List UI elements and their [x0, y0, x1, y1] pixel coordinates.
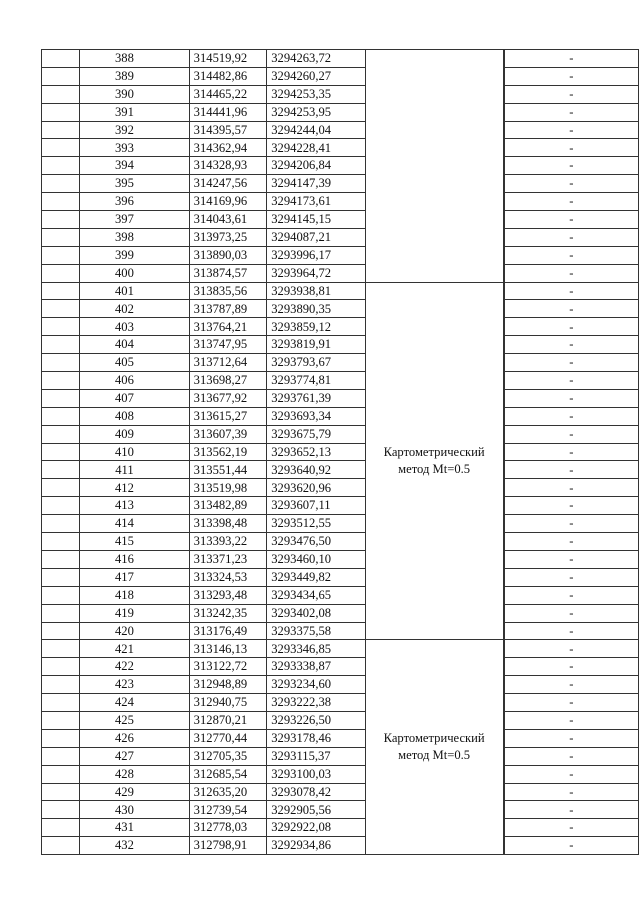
table-row	[42, 228, 639, 246]
table-row	[42, 765, 639, 783]
blank-cell	[42, 783, 80, 801]
accuracy-cell: -	[504, 336, 638, 354]
x-coordinate-cell: 313551,44	[189, 461, 267, 479]
y-coordinate-cell: 3293964,72	[267, 264, 365, 282]
y-coordinate-cell: 3293226,50	[267, 711, 365, 729]
y-coordinate-cell: 3294244,04	[267, 121, 365, 139]
y-coordinate-cell: 3294147,39	[267, 175, 365, 193]
point-number-cell: 418	[80, 586, 189, 604]
x-coordinate-cell: 312739,54	[189, 801, 267, 819]
table-row	[42, 246, 639, 264]
table-row	[42, 282, 639, 300]
point-number-cell: 395	[80, 175, 189, 193]
accuracy-cell: -	[504, 121, 638, 139]
y-coordinate-cell: 3293693,34	[267, 407, 365, 425]
blank-cell	[42, 533, 80, 551]
point-number-cell: 416	[80, 550, 189, 568]
blank-cell	[42, 354, 80, 372]
x-coordinate-cell: 314395,57	[189, 121, 267, 139]
blank-cell	[42, 121, 80, 139]
point-number-cell: 412	[80, 479, 189, 497]
table-row	[42, 676, 639, 694]
y-coordinate-cell: 3293078,42	[267, 783, 365, 801]
point-number-cell: 403	[80, 318, 189, 336]
x-coordinate-cell: 313398,48	[189, 515, 267, 533]
accuracy-cell: -	[504, 622, 638, 640]
table-row	[42, 300, 639, 318]
x-coordinate-cell: 312770,44	[189, 729, 267, 747]
accuracy-cell: -	[504, 300, 638, 318]
table-row	[42, 443, 639, 461]
accuracy-cell: -	[504, 533, 638, 551]
point-number-cell: 425	[80, 711, 189, 729]
table-row	[42, 407, 639, 425]
accuracy-cell: -	[504, 157, 638, 175]
point-number-cell: 429	[80, 783, 189, 801]
y-coordinate-cell: 3294173,61	[267, 193, 365, 211]
point-number-cell: 428	[80, 765, 189, 783]
accuracy-cell: -	[504, 139, 638, 157]
accuracy-cell: -	[504, 604, 638, 622]
accuracy-cell: -	[504, 729, 638, 747]
method-cell	[365, 282, 503, 640]
y-coordinate-cell: 3292922,08	[267, 819, 365, 837]
table-row	[42, 622, 639, 640]
point-number-cell: 423	[80, 676, 189, 694]
table-row	[42, 729, 639, 747]
accuracy-cell: -	[504, 783, 638, 801]
accuracy-cell: -	[504, 568, 638, 586]
x-coordinate-cell: 313698,27	[189, 372, 267, 390]
table-row	[42, 640, 639, 658]
accuracy-cell: -	[504, 765, 638, 783]
y-coordinate-cell: 3293178,46	[267, 729, 365, 747]
blank-cell	[42, 282, 80, 300]
x-coordinate-cell: 313482,89	[189, 497, 267, 515]
point-number-cell: 396	[80, 193, 189, 211]
x-coordinate-cell: 313764,21	[189, 318, 267, 336]
point-number-cell: 399	[80, 246, 189, 264]
accuracy-cell: -	[504, 175, 638, 193]
point-number-cell: 414	[80, 515, 189, 533]
table-row	[42, 586, 639, 604]
y-coordinate-cell: 3294253,35	[267, 85, 365, 103]
table-row	[42, 211, 639, 229]
table-row	[42, 354, 639, 372]
accuracy-cell: -	[504, 676, 638, 694]
blank-cell	[42, 479, 80, 497]
x-coordinate-cell: 314247,56	[189, 175, 267, 193]
table-row	[42, 837, 639, 855]
blank-cell	[42, 372, 80, 390]
table-row	[42, 336, 639, 354]
x-coordinate-cell: 313519,98	[189, 479, 267, 497]
x-coordinate-cell: 314482,86	[189, 67, 267, 85]
table-row	[42, 425, 639, 443]
point-number-cell: 388	[80, 50, 189, 68]
table-row	[42, 533, 639, 551]
y-coordinate-cell: 3293652,13	[267, 443, 365, 461]
method-label-line1: Картометрический	[383, 444, 485, 459]
table-row	[42, 497, 639, 515]
blank-cell	[42, 765, 80, 783]
accuracy-cell: -	[504, 103, 638, 121]
accuracy-cell: -	[504, 711, 638, 729]
blank-cell	[42, 676, 80, 694]
blank-cell	[42, 246, 80, 264]
x-coordinate-cell: 312705,35	[189, 747, 267, 765]
x-coordinate-cell: 313176,49	[189, 622, 267, 640]
y-coordinate-cell: 3293346,85	[267, 640, 365, 658]
table-row	[42, 711, 639, 729]
blank-cell	[42, 85, 80, 103]
blank-cell	[42, 586, 80, 604]
x-coordinate-cell: 312948,89	[189, 676, 267, 694]
table-row	[42, 121, 639, 139]
blank-cell	[42, 443, 80, 461]
accuracy-cell: -	[504, 246, 638, 264]
accuracy-cell: -	[504, 479, 638, 497]
y-coordinate-cell: 3294228,41	[267, 139, 365, 157]
y-coordinate-cell: 3293222,38	[267, 694, 365, 712]
y-coordinate-cell: 3293449,82	[267, 568, 365, 586]
blank-cell	[42, 622, 80, 640]
blank-cell	[42, 318, 80, 336]
table-row	[42, 50, 639, 68]
y-coordinate-cell: 3293996,17	[267, 246, 365, 264]
blank-cell	[42, 461, 80, 479]
y-coordinate-cell: 3293338,87	[267, 658, 365, 676]
blank-cell	[42, 193, 80, 211]
x-coordinate-cell: 313712,64	[189, 354, 267, 372]
x-coordinate-cell: 313122,72	[189, 658, 267, 676]
y-coordinate-cell: 3293819,91	[267, 336, 365, 354]
y-coordinate-cell: 3294087,21	[267, 228, 365, 246]
point-number-cell: 415	[80, 533, 189, 551]
y-coordinate-cell: 3293115,37	[267, 747, 365, 765]
blank-cell	[42, 50, 80, 68]
y-coordinate-cell: 3293476,50	[267, 533, 365, 551]
blank-cell	[42, 640, 80, 658]
x-coordinate-cell: 313787,89	[189, 300, 267, 318]
y-coordinate-cell: 3293402,08	[267, 604, 365, 622]
x-coordinate-cell: 313562,19	[189, 443, 267, 461]
point-number-cell: 400	[80, 264, 189, 282]
accuracy-cell: -	[504, 640, 638, 658]
x-coordinate-cell: 313293,48	[189, 586, 267, 604]
table-row	[42, 658, 639, 676]
blank-cell	[42, 837, 80, 855]
x-coordinate-cell: 313324,53	[189, 568, 267, 586]
blank-cell	[42, 175, 80, 193]
point-number-cell: 407	[80, 389, 189, 407]
accuracy-cell: -	[504, 354, 638, 372]
y-coordinate-cell: 3292934,86	[267, 837, 365, 855]
blank-cell	[42, 425, 80, 443]
y-coordinate-cell: 3294206,84	[267, 157, 365, 175]
blank-cell	[42, 336, 80, 354]
blank-cell	[42, 407, 80, 425]
point-number-cell: 390	[80, 85, 189, 103]
blank-cell	[42, 389, 80, 407]
point-number-cell: 424	[80, 694, 189, 712]
x-coordinate-cell: 313747,95	[189, 336, 267, 354]
blank-cell	[42, 139, 80, 157]
table-row	[42, 479, 639, 497]
y-coordinate-cell: 3293761,39	[267, 389, 365, 407]
x-coordinate-cell: 314328,93	[189, 157, 267, 175]
blank-cell	[42, 67, 80, 85]
accuracy-cell: -	[504, 658, 638, 676]
point-number-cell: 427	[80, 747, 189, 765]
method-label-line1: Картометрический	[383, 731, 485, 746]
table-row	[42, 85, 639, 103]
x-coordinate-cell: 312778,03	[189, 819, 267, 837]
x-coordinate-cell: 312870,21	[189, 711, 267, 729]
table-row	[42, 801, 639, 819]
method-cell	[365, 640, 503, 855]
blank-cell	[42, 264, 80, 282]
table-row	[42, 67, 639, 85]
accuracy-cell: -	[504, 407, 638, 425]
table-row	[42, 372, 639, 390]
y-coordinate-cell: 3293640,92	[267, 461, 365, 479]
y-coordinate-cell: 3293859,12	[267, 318, 365, 336]
x-coordinate-cell: 314441,96	[189, 103, 267, 121]
table-row	[42, 157, 639, 175]
x-coordinate-cell: 314519,92	[189, 50, 267, 68]
accuracy-cell: -	[504, 425, 638, 443]
accuracy-cell: -	[504, 211, 638, 229]
table-row	[42, 389, 639, 407]
table-row	[42, 515, 639, 533]
table-row	[42, 604, 639, 622]
x-coordinate-cell: 312685,54	[189, 765, 267, 783]
blank-cell	[42, 497, 80, 515]
method-label-line2: метод Mt=0.5	[398, 461, 471, 476]
blank-cell	[42, 747, 80, 765]
x-coordinate-cell: 312798,91	[189, 837, 267, 855]
accuracy-cell: -	[504, 819, 638, 837]
method-cell	[365, 50, 503, 283]
point-number-cell: 391	[80, 103, 189, 121]
point-number-cell: 402	[80, 300, 189, 318]
y-coordinate-cell: 3294145,15	[267, 211, 365, 229]
blank-cell	[42, 300, 80, 318]
method-label-line2: метод Mt=0.5	[398, 748, 471, 763]
x-coordinate-cell: 313371,23	[189, 550, 267, 568]
blank-cell	[42, 604, 80, 622]
table-row	[42, 694, 639, 712]
table-row	[42, 139, 639, 157]
point-number-cell: 397	[80, 211, 189, 229]
point-number-cell: 409	[80, 425, 189, 443]
point-number-cell: 406	[80, 372, 189, 390]
blank-cell	[42, 228, 80, 246]
accuracy-cell: -	[504, 443, 638, 461]
accuracy-cell: -	[504, 550, 638, 568]
point-number-cell: 422	[80, 658, 189, 676]
accuracy-cell: -	[504, 586, 638, 604]
y-coordinate-cell: 3293675,79	[267, 425, 365, 443]
x-coordinate-cell: 314465,22	[189, 85, 267, 103]
accuracy-cell: -	[504, 372, 638, 390]
blank-cell	[42, 211, 80, 229]
point-number-cell: 430	[80, 801, 189, 819]
blank-cell	[42, 711, 80, 729]
y-coordinate-cell: 3294253,95	[267, 103, 365, 121]
x-coordinate-cell: 314362,94	[189, 139, 267, 157]
accuracy-cell: -	[504, 228, 638, 246]
point-number-cell: 417	[80, 568, 189, 586]
point-number-cell: 392	[80, 121, 189, 139]
accuracy-cell: -	[504, 461, 638, 479]
point-number-cell: 398	[80, 228, 189, 246]
accuracy-cell: -	[504, 50, 638, 68]
x-coordinate-cell: 313874,57	[189, 264, 267, 282]
point-number-cell: 419	[80, 604, 189, 622]
blank-cell	[42, 819, 80, 837]
y-coordinate-cell: 3294260,27	[267, 67, 365, 85]
accuracy-cell: -	[504, 85, 638, 103]
blank-cell	[42, 550, 80, 568]
table-row	[42, 819, 639, 837]
table-body	[42, 50, 639, 855]
table-row	[42, 103, 639, 121]
accuracy-cell: -	[504, 515, 638, 533]
blank-cell	[42, 694, 80, 712]
x-coordinate-cell: 313890,03	[189, 246, 267, 264]
accuracy-cell: -	[504, 193, 638, 211]
y-coordinate-cell: 3293434,65	[267, 586, 365, 604]
blank-cell	[42, 729, 80, 747]
x-coordinate-cell: 313615,27	[189, 407, 267, 425]
y-coordinate-cell: 3293460,10	[267, 550, 365, 568]
table-row	[42, 461, 639, 479]
accuracy-cell: -	[504, 801, 638, 819]
x-coordinate-cell: 313146,13	[189, 640, 267, 658]
y-coordinate-cell: 3293607,11	[267, 497, 365, 515]
y-coordinate-cell: 3293100,03	[267, 765, 365, 783]
x-coordinate-cell: 314043,61	[189, 211, 267, 229]
y-coordinate-cell: 3293890,35	[267, 300, 365, 318]
y-coordinate-cell: 3293375,58	[267, 622, 365, 640]
accuracy-cell: -	[504, 389, 638, 407]
x-coordinate-cell: 313242,35	[189, 604, 267, 622]
x-coordinate-cell: 314169,96	[189, 193, 267, 211]
y-coordinate-cell: 3293938,81	[267, 282, 365, 300]
accuracy-cell: -	[504, 318, 638, 336]
blank-cell	[42, 568, 80, 586]
point-number-cell: 393	[80, 139, 189, 157]
blank-cell	[42, 103, 80, 121]
point-number-cell: 432	[80, 837, 189, 855]
table-row	[42, 193, 639, 211]
point-number-cell: 420	[80, 622, 189, 640]
accuracy-cell: -	[504, 497, 638, 515]
point-number-cell: 405	[80, 354, 189, 372]
point-number-cell: 394	[80, 157, 189, 175]
x-coordinate-cell: 313677,92	[189, 389, 267, 407]
table-row	[42, 318, 639, 336]
accuracy-cell: -	[504, 282, 638, 300]
x-coordinate-cell: 313607,39	[189, 425, 267, 443]
blank-cell	[42, 658, 80, 676]
point-number-cell: 411	[80, 461, 189, 479]
x-coordinate-cell: 313973,25	[189, 228, 267, 246]
point-number-cell: 431	[80, 819, 189, 837]
table-row	[42, 550, 639, 568]
blank-cell	[42, 801, 80, 819]
y-coordinate-cell: 3293620,96	[267, 479, 365, 497]
x-coordinate-cell: 313393,22	[189, 533, 267, 551]
table-row	[42, 783, 639, 801]
point-number-cell: 426	[80, 729, 189, 747]
accuracy-cell: -	[504, 747, 638, 765]
point-number-cell: 413	[80, 497, 189, 515]
table-row	[42, 264, 639, 282]
coordinates-table	[41, 49, 639, 855]
table-row	[42, 568, 639, 586]
table-row	[42, 175, 639, 193]
point-number-cell: 401	[80, 282, 189, 300]
accuracy-cell: -	[504, 67, 638, 85]
accuracy-cell: -	[504, 837, 638, 855]
x-coordinate-cell: 312940,75	[189, 694, 267, 712]
point-number-cell: 389	[80, 67, 189, 85]
blank-cell	[42, 515, 80, 533]
y-coordinate-cell: 3294263,72	[267, 50, 365, 68]
accuracy-cell: -	[504, 264, 638, 282]
y-coordinate-cell: 3293774,81	[267, 372, 365, 390]
y-coordinate-cell: 3292905,56	[267, 801, 365, 819]
point-number-cell: 410	[80, 443, 189, 461]
x-coordinate-cell: 313835,56	[189, 282, 267, 300]
point-number-cell: 408	[80, 407, 189, 425]
y-coordinate-cell: 3293793,67	[267, 354, 365, 372]
y-coordinate-cell: 3293234,60	[267, 676, 365, 694]
table-row	[42, 747, 639, 765]
accuracy-cell: -	[504, 694, 638, 712]
point-number-cell: 421	[80, 640, 189, 658]
blank-cell	[42, 157, 80, 175]
x-coordinate-cell: 312635,20	[189, 783, 267, 801]
y-coordinate-cell: 3293512,55	[267, 515, 365, 533]
point-number-cell: 404	[80, 336, 189, 354]
